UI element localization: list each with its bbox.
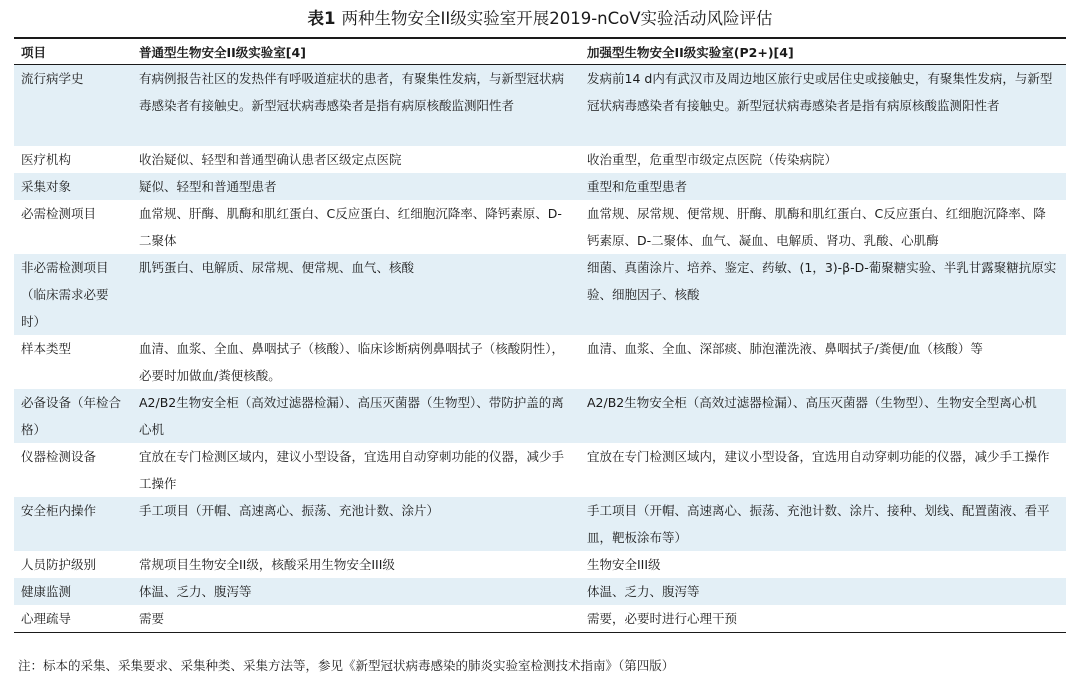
row-enhanced: 重型和危重型患者	[580, 173, 1066, 200]
row-item: 人员防护级别	[21, 556, 97, 572]
row-enhanced: 收治重型，危重型市级定点医院（传染病院）	[587, 151, 838, 167]
row-enhanced: 发病前14 d内有武汉市及周边地区旅行史或居住史或接触史，有聚集性发病，与新型冠状病毒感染者有接触史。新型冠状病毒感染者是指有病原核酸监测阳性者	[580, 65, 1066, 146]
header-item: 项目	[14, 38, 132, 65]
row-standard: 血清、血浆、全血、鼻咽拭子（核酸）、临床诊断病例鼻咽拭子（核酸阴性），必要时加做血/粪便核酸。	[139, 340, 565, 383]
row-item: 健康监测	[14, 578, 132, 605]
row-item: 必需检测项目	[21, 205, 97, 221]
table-row	[14, 254, 1066, 335]
row-item: 样本类型	[21, 340, 72, 356]
table-row	[14, 497, 1066, 551]
row-enhanced: 体温、乏力、腹泻等	[580, 578, 1066, 605]
row-standard: 疑似、轻型和普通型患者	[132, 173, 580, 200]
table-row	[14, 389, 1066, 443]
row-standard: 常规项目生物安全II级，核酸采用生物安全III级	[139, 556, 395, 572]
row-enhanced: 需要，必要时进行心理干预	[587, 610, 738, 626]
row-standard: A2/B2生物安全柜（高效过滤器检漏）、高压灭菌器（生物型）、带防护盖的离心机	[132, 389, 580, 443]
table-row	[14, 551, 1066, 578]
row-item: 流行病学史	[14, 65, 132, 146]
table-row	[14, 65, 1066, 146]
table-row	[14, 200, 1066, 254]
table-number: 表1	[307, 9, 336, 28]
risk-assessment-table	[14, 37, 1066, 633]
row-standard: 血常规、肝酶、肌酶和肌红蛋白、C反应蛋白、红细胞沉降率、降钙素原、D-二聚体	[139, 205, 562, 248]
table-row	[14, 605, 1066, 633]
table-row	[14, 578, 1066, 605]
row-item: 安全柜内操作	[14, 497, 132, 551]
header-standard-lab: 普通型生物安全II级实验室[4]	[132, 38, 580, 65]
row-enhanced: 血清、血浆、全血、深部痰、肺泡灌洗液、鼻咽拭子/粪便/血（核酸）等	[587, 340, 983, 356]
row-item: 仪器检测设备	[21, 448, 97, 464]
row-item: 采集对象	[14, 173, 132, 200]
table-caption	[0, 8, 1080, 30]
row-standard: 宜放在专门检测区域内，建议小型设备，宜选用自动穿刺功能的仪器，减少手工操作	[139, 448, 565, 491]
row-standard: 手工项目（开帽、高速离心、振荡、充池计数、涂片）	[132, 497, 580, 551]
row-item: 非必需检测项目（临床需求必要时）	[14, 254, 132, 335]
header-row	[14, 38, 1066, 65]
table-row	[14, 443, 1066, 497]
row-standard: 有病例报告社区的发热伴有呼吸道症状的患者，有聚集性发病，与新型冠状病毒感染者有接触史。新型冠状病毒感染者是指有病原核酸监测阳性者	[132, 65, 580, 146]
row-enhanced: A2/B2生物安全柜（高效过滤器检漏）、高压灭菌器（生物型）、生物安全型离心机	[580, 389, 1066, 443]
row-enhanced: 宜放在专门检测区域内，建议小型设备，宜选用自动穿刺功能的仪器，减少手工操作	[587, 448, 1050, 464]
row-standard: 收治疑似、轻型和普通型确认患者区级定点医院	[139, 151, 402, 167]
row-enhanced: 手工项目（开帽、高速离心、振荡、充池计数、涂片、接种、划线、配置菌液、看平皿，靶板涂布等）	[580, 497, 1066, 551]
table-row	[14, 173, 1066, 200]
table-footnote: 注：标本的采集、采集要求、采集种类、采集方法等，参见《新型冠状病毒感染的肺炎实验室检测技术指南》（第四版）	[18, 658, 675, 673]
row-item: 医疗机构	[21, 151, 72, 167]
row-enhanced: 生物安全III级	[587, 556, 661, 572]
table-title: 两种生物安全II级实验室开展2019-nCoV实验活动风险评估	[341, 9, 773, 28]
row-enhanced: 血常规、尿常规、便常规、肝酶、肌酶和肌红蛋白、C反应蛋白、红细胞沉降率、降钙素原、D-二聚体、血气、凝血、电解质、肾功、乳酸、心肌酶	[587, 205, 1046, 248]
table-row	[14, 146, 1066, 173]
row-item: 心理疏导	[21, 610, 72, 626]
row-standard: 体温、乏力、腹泻等	[132, 578, 580, 605]
header-enhanced-lab: 加强型生物安全II级实验室(P2+)[4]	[580, 38, 1066, 65]
row-enhanced: 细菌、真菌涂片、培养、鉴定、药敏、(1，3)-β-D-葡聚糖实验、半乳甘露聚糖抗原实验、细胞因子、核酸	[580, 254, 1066, 335]
row-standard: 需要	[139, 610, 165, 626]
table-row	[14, 335, 1066, 389]
row-standard: 肌钙蛋白、电解质、尿常规、便常规、血气、核酸	[132, 254, 580, 335]
row-item: 必备设备（年检合格）	[14, 389, 132, 443]
